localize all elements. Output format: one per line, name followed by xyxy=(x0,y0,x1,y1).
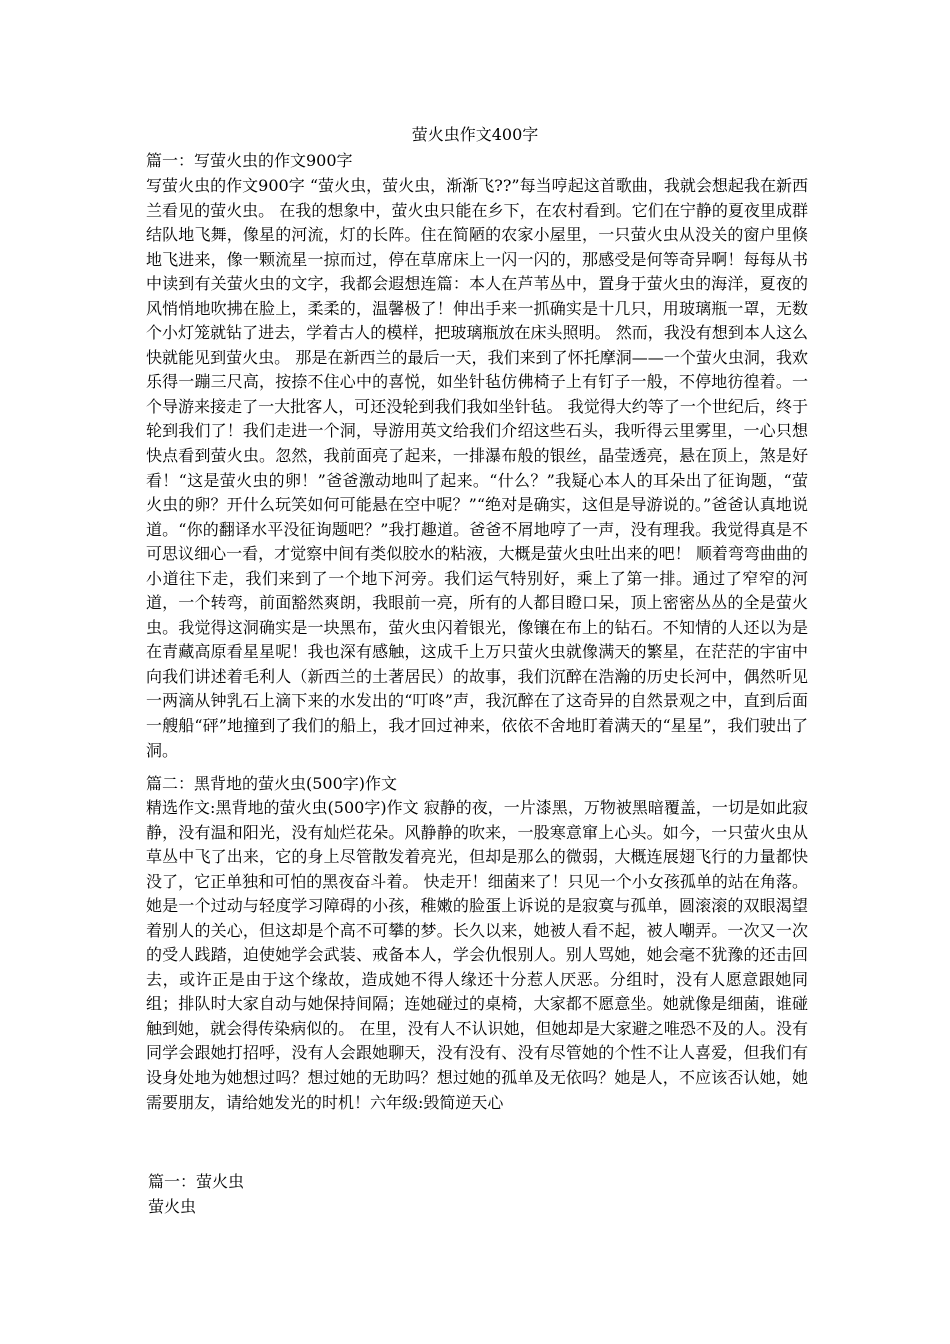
section-1-heading: 篇一：写萤火虫的作文900字 xyxy=(146,151,353,170)
section-3-heading: 篇一：萤火虫 xyxy=(148,1172,245,1191)
section-3-line: 萤火虫 xyxy=(148,1197,197,1216)
section-2-body: 精选作文:黑背地的萤火虫(500字)作文 寂静的夜，一片漆黑，万物被黑暗覆盖，一切是如此寂静，没有温和阳光，没有灿烂花朵。风静静的吹来，一股寒意窜上心头。如今，一只萤火虫从草丛中飞了出来，它的身上尽管散发着亮光，但却是那么的微弱，大概连展翅飞行的力量都快没了，它正单独和可怕的黑夜奋斗着。 快走开！细菌来了！只见一个小女孩孤单的站在角落。她是一个过动与轻度学习障碍的小孩，稚嫩的脸蛋上诉说的是寂寞与孤单，圆滚滚的双眼渴望着别人的关心，但这却是个高不可攀的梦。长久以来，她被人看不起，被人嘲弄。一次又一次的受人践踏，迫使她学会武装、戒备本人，学会仇恨别人。别人骂她，她会毫不犹豫的还击回去，或许正是由于这个缘故，造成她不得人缘还十分惹人厌恶。分组时，没有人愿意跟她同组；排队时大家自动与她保持间隔；连她碰过的桌椅，大家都不愿意坐。她就像是细菌，谁碰触到她，就会得传染病似的。 在里，没有人不认识她，但她却是大家避之唯恐不及的人。没有同学会跟她打招呼，没有人会跟她聊天，没有没有、没有尽管她的个性不让人喜爱，但我们有设身处地为她想过吗？想过她的无助吗？想过她的孤单及无依吗？她是人，不应该否认她，她需要朋友，请给她发光的时机！六年级:毁简逆天心 xyxy=(146,798,808,1112)
section-2-heading: 篇二：黑背地的萤火虫(500字)作文 xyxy=(146,774,398,793)
document-title: 萤火虫作文400字 xyxy=(411,125,539,144)
section-1-body: 写萤火虫的作文900字 “萤火虫，萤火虫，渐渐飞??”每当哼起这首歌曲，我就会想起我在新西兰看见的萤火虫。 在我的想象中，萤火虫只能在乡下，在农村看到。它们在宁静的夏夜里成群结队地飞舞，像星的河流，灯的长阵。住在简陋的农家小屋里，一只萤火虫从没关的窗户里倏地飞进来，像一颗流星一掠而过，停在草席床上一闪一闪的，那感受是何等奇异啊！每每从书中读到有关萤火虫的文字，我都会遐想连篇：本人在芦苇丛中，置身于萤火虫的海洋，夏夜的风悄悄地吹拂在脸上，柔柔的，温馨极了！伸出手来一抓确实是十几只，用玻璃瓶一罩，无数个小灯笼就钻了进去，学着古人的模样，把玻璃瓶放在床头照明。 然而，我没有想到本人这么快就能见到萤火虫。 那是在新西兰的最后一天，我们来到了怀托摩洞——一个萤火虫洞，我欢乐得一蹦三尺高，按捺不住心中的喜悦，如坐针毡仿佛椅子上有钉子一般，不停地彷徨着。一个导游来接走了一大批客人，可还没轮到我们我如坐针毡。 我觉得大约等了一个世纪后，终于轮到我们了！我们走进一个洞，导游用英文给我们介绍这些石头，我听得云里雾里，一心只想快点看到萤火虫。忽然，我前面亮了起来，一排瀑布般的银丝，晶莹透亮，悬在顶上，煞是好看！“这是萤火虫的卵！”爸爸激动地叫了起来。“什么？”我疑心本人的耳朵出了征询题，“萤火虫的卵？开什么玩笑如何可能悬在空中呢？”“绝对是确实，这但是导游说的。”爸爸认真地说道。“你的翻译水平没征询题吧？”我打趣道。爸爸不屑地哼了一声，没有理我。我觉得真是不可思议细心一看，才觉察中间有类似胶水的粘液，大概是萤火虫吐出来的吧！ 顺着弯弯曲曲的小道往下走，我们来到了一个地下河旁。我们运气特别好，乘上了第一排。通过了窄窄的河道，一个转弯，前面豁然爽朗，我眼前一亮，所有的人都目瞪口呆，顶上密密丛丛的全是萤火虫。我觉得这洞确实是一块黑布，萤火虫闪着银光，像镶在布上的钻石。不知情的人还以为是在青藏高原看星星呢！我也深有感触，这成千上万只萤火虫就像满天的繁星，在茫茫的宇宙中向我们讲述着毛利人（新西兰的土著居民）的故事，我们沉醉在浩瀚的历史长河中，偶然听见一两滴从钟乳石上滴下来的水发出的“叮咚”声，我沉醉在了这奇异的自然景观之中，直到后面一艘船“砰”地撞到了我们的船上，我才回过神来，依依不舍地盯着满天的“星星”，我们驶出了洞。 xyxy=(146,176,808,760)
